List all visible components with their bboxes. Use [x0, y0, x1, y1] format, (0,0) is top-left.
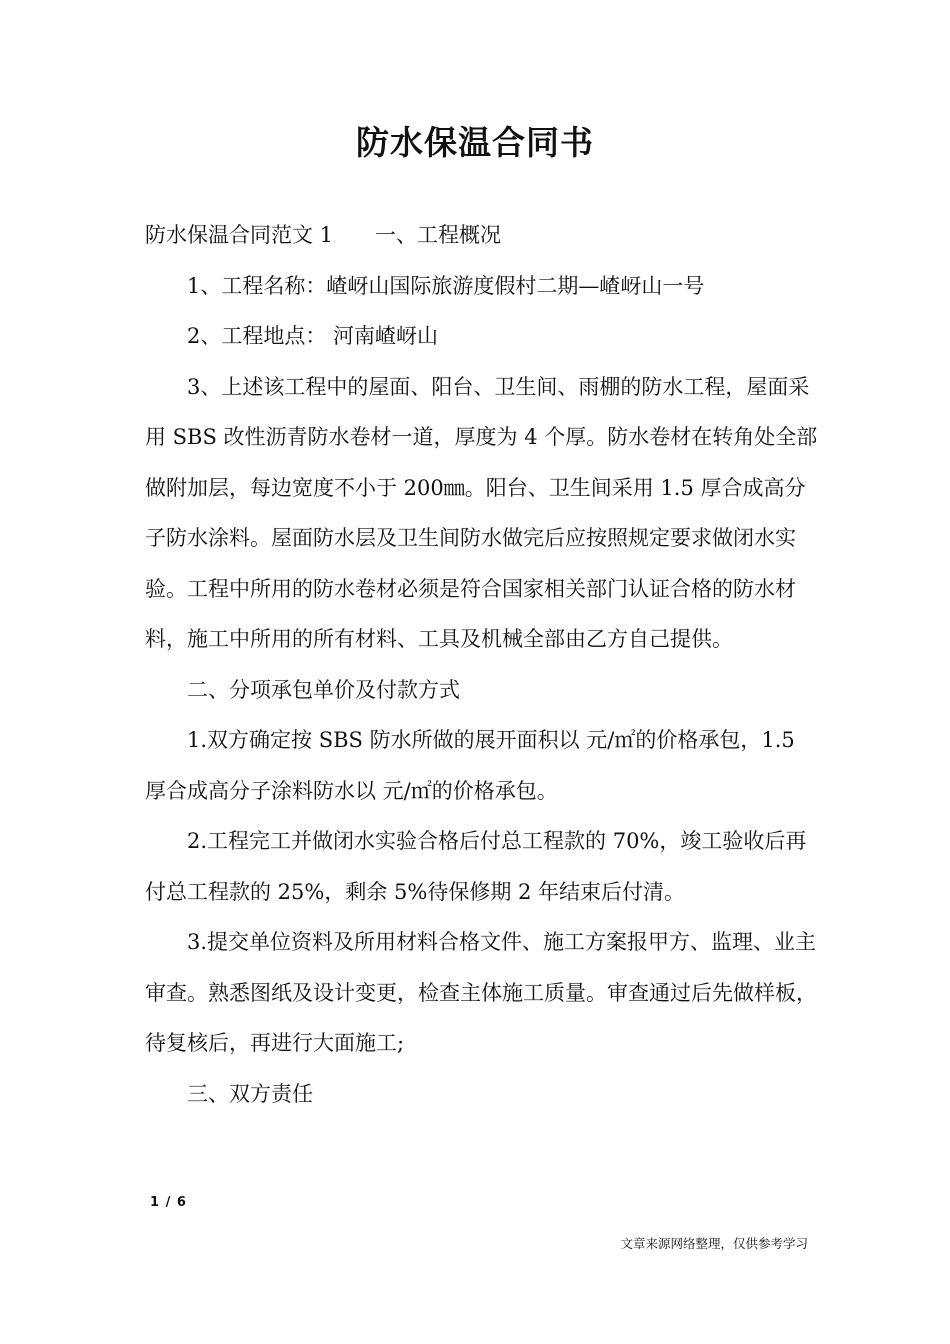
intro-heading: 一、工程概况 [375, 223, 502, 247]
section-heading-pricing: 二、分项承包单价及付款方式 [187, 677, 460, 702]
paragraph-unit-price: 1.双方确定按 SBS 防水所做的展开面积以 元/㎡的价格承包，1.5 厚合成高分子涂料防水以 元/㎡的价格承包。 [145, 728, 795, 803]
paragraph-submission: 3.提交单位资料及所用材料合格文件、施工方案报甲方、监理、业主审查。熟悉图纸及设计变更，检查主体施工质量。审查通过后先做样板，待复核后，再进行大面施工; [145, 930, 817, 1055]
page-number: 1 / 6 [150, 1195, 187, 1210]
paragraph-project-scope: 3、上述该工程中的屋面、阳台、卫生间、雨棚的防水工程，屋面采用 SBS 改性沥青防水卷材一道，厚度为 4 个厚。防水卷材在转角处全部做附加层，每边宽度不小于 200㎜。阳台、卫生间采用 1.5 厚合成高分子防水涂料。屋面防水层及卫生间防水做完后应按照规定要求做闭水实验。工程中所用的防水卷材必须是符合国家相关部门认证合格的防水材料，施工中所用的所有材料、工具及机械全部由乙方自己提供。 [145, 374, 818, 651]
document-title: 防水保温合同书 [356, 123, 594, 162]
footer-note: 文章来源网络整理，仅供参考学习 [620, 1236, 808, 1251]
paragraph-payment-terms: 2.工程完工并做闭水实验合格后付总工程款的 70%，竣工验收后再付总工程款的 25%，剩余 5%待保修期 2 年结束后付清。 [145, 829, 807, 904]
section-heading-responsibilities: 三、双方责任 [187, 1081, 313, 1106]
paragraph-project-name: 1、工程名称：嵖岈山国际旅游度假村二期—嵖岈山一号 [187, 273, 705, 298]
paragraph-project-location: 2、工程地点： 河南嵖岈山 [187, 324, 439, 348]
document-body [145, 210, 821, 1119]
intro-label: 防水保温合同范文 1 [145, 223, 334, 247]
intro-line [145, 210, 821, 261]
